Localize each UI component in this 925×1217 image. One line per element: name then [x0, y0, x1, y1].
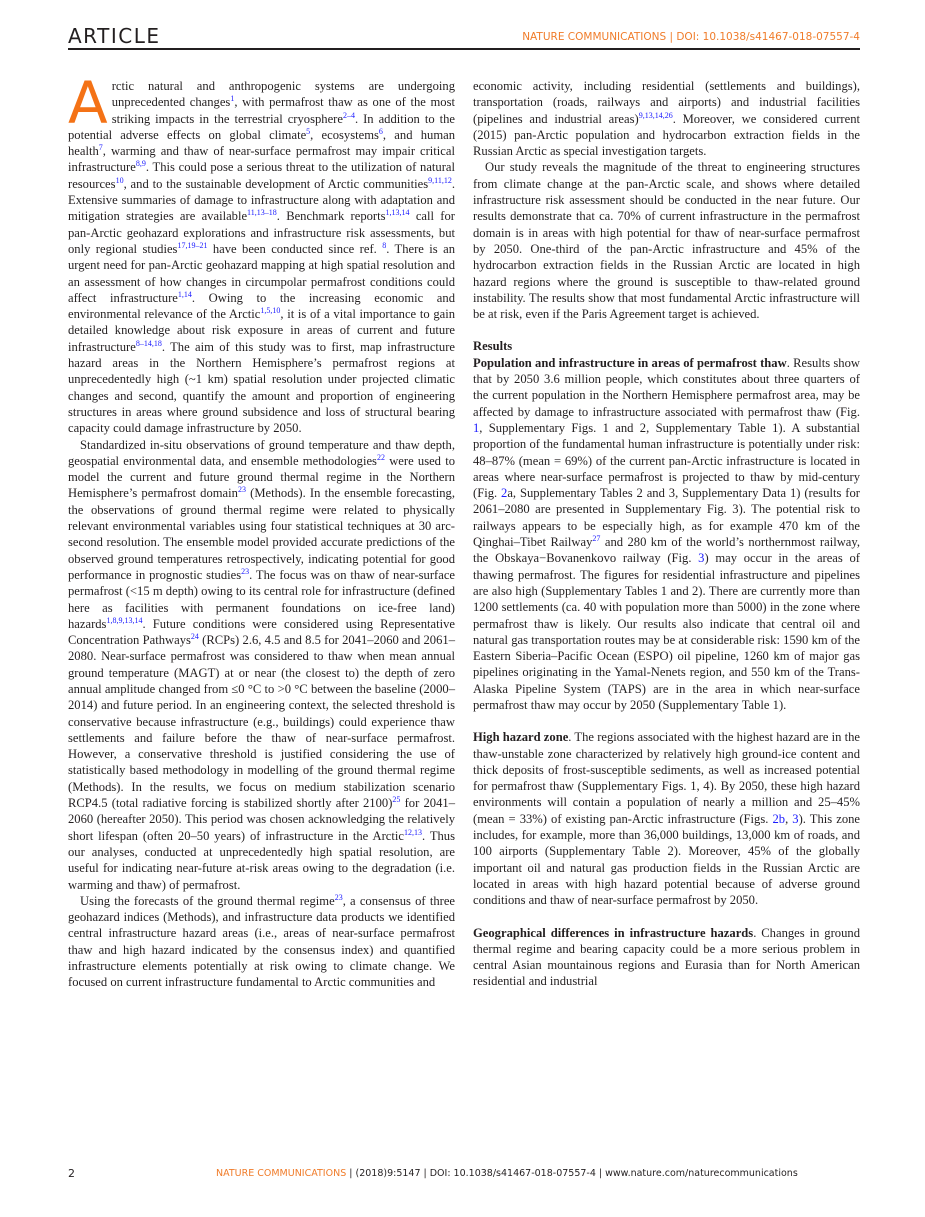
reference-link[interactable]: 1,13,14 [385, 208, 410, 218]
paragraph-text: . The focus was on thaw of near-surface permafrost (<15 m depth) owing to its central role for infrastructure (defined here as facilities with permanent foundations on ice-free land) hazards [68, 567, 455, 631]
reference-link[interactable]: 9,11,12 [428, 175, 452, 185]
article-section-label: ARTICLE [68, 24, 161, 48]
footer-citation [216, 1168, 798, 1179]
paragraph-text: economic activity, including residential (settlements and buildings), transportation (roads, railways and airports) and industrial facilities (pipelines and industrial areas) [473, 79, 860, 126]
paragraph-text: Using the forecasts of the ground thermal regime [80, 893, 335, 908]
header-divider [68, 48, 860, 50]
paragraph-text: (RCPs) 2.6, 4.5 and 8.5 for 2041–2060 and 2061–2080. Near-surface permafrost was considered to thaw when mean annual ground temperature (MAGT) at or near (the closest to) the depth of zero annual amplitude changed from ≤0 °C to >0 °C between the baseline (2000–2014) and future period. In an engineering context, the selected threshold is conservative because infrastructure (e.g., buildings) could experience thaw settlements and failure before the thaw of near-surface permafrost. However, a conservative threshold is justified considering the use of statistically based methodology in modelling of the ground thermal regime (Methods). In the results, we focus on medium stabilization scenario RCP4.5 (total radiative forcing is stabilized shortly after 2100) [68, 633, 455, 811]
paragraph-text: Standardized in-situ observations of ground temperature and thaw depth, geospatial environmental data, and ensemble methodologies [68, 437, 455, 468]
reference-link[interactable]: 8 [382, 240, 387, 250]
paragraph-text: , and human health [68, 127, 455, 159]
reference-link[interactable]: 23 [334, 892, 343, 902]
reference-link[interactable]: 1 [230, 94, 235, 104]
paragraph-text: . The aim of this study was to first, map infrastructure hazard areas in the Northern Hemisphere’s permafrost regions at unprecedentedly high (~1 km) spatial resolution under projected climatic changes and second, quantify the amount and proportion of engineering structures in areas where ground subsidence and loss of structural bearing capacity could damage infrastructure by 2050. [68, 339, 455, 436]
paragraph-text: , and to the sustainable development of Arctic communities [123, 176, 429, 191]
paragraph [473, 729, 860, 908]
paragraph-text: . Extensive summaries of damage to infrastructure along with adaptation and mitigation strategies are available [68, 176, 455, 224]
reference-link[interactable]: 8–14,18 [135, 338, 162, 348]
page-number: 2 [68, 1167, 75, 1180]
paragraph-lead-heading: Population and infrastructure in areas of permafrost thaw [473, 355, 787, 370]
journal-doi-header[interactable]: NATURE COMMUNICATIONS | DOI: 10.1038/s41467-018-07557-4 [522, 31, 860, 43]
paragraph-text: . Changes in ground thermal regime and bearing capacity could be a more serious problem in central Asian mountainous regions and Eurasia than for North American residential and industrial [473, 925, 860, 989]
paragraph [473, 159, 860, 322]
footer-doi[interactable]: | (2018)9:5147 | DOI: 10.1038/s41467-018-07557-4 | www.nature.com/naturecommunications [349, 1168, 798, 1179]
reference-link[interactable]: 11,13–18 [247, 208, 277, 218]
figure-link[interactable]: 3 [792, 811, 799, 826]
reference-link[interactable]: 2–4 [342, 110, 355, 120]
reference-link[interactable]: 9,13,14,26 [638, 110, 673, 120]
reference-link[interactable]: 10 [115, 175, 124, 185]
paragraph-text: , it is of a vital importance to gain detailed knowledge about risk exposure in areas of current and future infrastructure [68, 307, 456, 354]
paragraph-text: . Future conditions were considered using Representative Concentration Pathways [68, 616, 455, 648]
paragraph-text: . Moreover, we considered current (2015) pan-Arctic population and hydrocarbon extraction fields in the Russian Arctic as special investigation targets. [473, 111, 861, 159]
reference-link[interactable]: 22 [376, 452, 385, 462]
paragraph-text: call for pan-Arctic geohazard explorations and infrastructure risk assessments, but only regional studies [68, 209, 455, 256]
reference-link[interactable]: 1,14 [177, 289, 192, 299]
paragraph-lead-heading: High hazard zone [473, 730, 569, 745]
paragraph-lead-heading: Geographical differences in infrastructure hazards [473, 925, 754, 940]
paragraph-text: for 2041–2060 (hereafter 2050). This period was chosen acknowledging the relatively short lifespan (often 20–50 years) of infrastructure in the Arctic [68, 796, 455, 843]
paragraph-text: have been conducted since ref. [207, 241, 383, 256]
paragraph-text: . There is an urgent need for pan-Arctic geohazard mapping at high spatial resolution and an assessment of how changes in circumpolar permafrost conditions could affect infrastructure [68, 241, 455, 305]
paragraph [473, 925, 860, 990]
reference-link[interactable]: 23 [241, 566, 250, 576]
reference-link[interactable]: 24 [190, 632, 199, 642]
paragraph-text: . The regions associated with the highest hazard are in the thaw-unstable zone characterized by relatively high ground-ice content and thick deposits of frost-susceptible sediments, as well as increased potential for permafrost thaw (Supplementary Figs. 1, 4). By 2050, these high hazard environments will contain a population of nearly a million and 25–45% (mean = 33%) of existing pan-Arctic infrastructure (Figs. [473, 730, 861, 826]
reference-link[interactable]: 1,8,9,13,14 [106, 615, 143, 625]
reference-link[interactable]: 12,13 [403, 827, 422, 837]
figure-link[interactable]: 1 [473, 420, 480, 435]
paragraph [68, 437, 455, 893]
paragraph-text: . Benchmark reports [276, 209, 386, 224]
reference-link[interactable]: 27 [592, 534, 601, 544]
paragraph-text: rctic natural and anthropogenic systems are undergoing unprecedented changes [111, 79, 455, 110]
reference-link[interactable]: 23 [237, 485, 246, 495]
footer-journal: NATURE COMMUNICATIONS [216, 1168, 347, 1179]
paragraph-text: . This could pose a serious threat to the utilization of natural resources [68, 160, 455, 191]
paragraph-text: ) may occur in the areas of thawing permafrost. The figures for residential infrastructure and pipelines are also high (Supplementary Tables 1 and 2). There are currently more than 1200 settlements (ca. 40 with population more than 5000) in the zone where permafrost thaw is likely. Our results also indicate that central oil and natural gas transportation routes may be at considerable risk: 1590 km of the Eastern Siberia–Pacific Ocean (ESPO) oil pipeline, 1260 km of major gas pipelines originating in the Yamal-Nenets region, and 550 km of the Trans-Alaska Pipeline System (TAPS) are in the area in which near-surface permafrost thaw may occur by 2050 (Supplementary Table 1). [473, 551, 860, 712]
paragraph-text: . Results show that by 2050 3.6 million people, which constitutes about three quarters of the current population in the Northern Hemisphere permafrost area, may be affected by damage to infrastructure associated with permafrost thaw (Fig. [473, 355, 860, 419]
paragraph-text: a, Supplementary Tables 2 and 3, Supplementary Data 1) (results for 2061–2080 are presented in Supplementary Fig. 3). The potential risk to railways appears to be especially high, as for example 470 km of the Qinghai–Tibet Railway [473, 486, 860, 550]
paragraph-text: , [785, 811, 793, 826]
reference-link[interactable]: 7 [98, 143, 103, 153]
reference-link[interactable]: 8,9 [135, 159, 146, 169]
paragraph-text: , warming and thaw of near-surface permafrost may impair critical infrastructure [68, 144, 455, 175]
drop-cap-letter: A [68, 69, 108, 137]
paragraph-text: . In addition to the potential adverse effects on global climate [68, 111, 455, 142]
left-column [68, 69, 456, 991]
paragraph-text: , Supplementary Figs. 1 and 2, Supplementary Table 1). A substantial proportion of the fundamental human infrastructure is potentially under risk: 48–87% (mean = 69%) of the current pan-Arctic infrastructure is located in areas where near-surface permafrost is projected to thaw by mid-century (Fig. [473, 420, 860, 501]
reference-link[interactable]: 6 [378, 126, 383, 136]
reference-link[interactable]: 25 [392, 795, 401, 805]
paragraph-text: (Methods). In the ensemble forecasting, the observations of ground thermal regime were related to physically relevant environmental variables using four statistical techniques at 30 arc-second resolution. The ensemble model provided accurate predictions of the observed ground temperatures retrospectively, indicating potential for good performance in prognostic studies [68, 486, 455, 582]
paragraph [68, 893, 455, 991]
paragraph-text: and 280 km of the world’s northernmost railway, the Obskaya−Bovanenkovo railway (Fig. [473, 535, 861, 566]
figure-link[interactable]: 2b [772, 811, 786, 826]
paragraph-text: were used to model the current and future ground thermal regime in the Northern Hemisphere’s permafrost domain [68, 453, 456, 501]
paragraph-text: , with permafrost thaw as one of the most striking impacts in the terrestrial cryosphere [111, 95, 455, 126]
paragraph [473, 355, 860, 714]
paragraph [68, 69, 456, 437]
paragraph-text: , ecosystems [310, 127, 379, 142]
figure-link[interactable]: 3 [698, 551, 705, 566]
right-column [473, 78, 860, 990]
paragraph-text: ). This zone includes, for example, more than 36,000 buildings, 13,000 km of roads, and 100 airports (Supplementary Table 2). Moreover, 45% of the globally important oil and natural gas production fields in the Russian Arctic are located in areas with high hazard potential because of adverse ground conditions and thaw of near-surface permafrost by 2050. [473, 811, 861, 908]
paragraph-text: Our study reveals the magnitude of the threat to engineering structures from climate change at the pan-Arctic scale, and shows where detailed infrastructure risk assessment should be conducted in the near future. Our results demonstrate that ca. 70% of current infrastructure in the permafrost domain is in areas with high potential for thaw of near-surface permafrost by 2050. One-third of the pan-Arctic infrastructure and 45% of the hydrocarbon extraction fields in the Russian Arctic are located in high hazard regions where the ground is susceptible to thaw-related ground instability. The results show that most fundamental Arctic infrastructure will be at risk, even if the Paris Agreement target is achieved. [473, 160, 860, 322]
section-heading: Results [473, 339, 513, 354]
reference-link[interactable]: 5 [306, 126, 311, 136]
reference-link[interactable]: 17,19–21 [177, 240, 208, 250]
figure-link[interactable]: 2 [501, 486, 508, 501]
paragraph-text: . Thus our analyses, conducted at unprecedentedly high spatial resolution, are useful for indicating near-future at-risk areas owing to the degradation (i.e. warming and thaw) of permafrost. [68, 828, 456, 892]
paragraph [473, 78, 860, 159]
paragraph-text: , a consensus of three geohazard indices (Methods), and infrastructure data products we identified central infrastructure hazard areas (i.e., areas of near-surface permafrost thaw and high hazard indicated by the consensus index) and quantified infrastructure elements potentially at risk owing to climate change. We focused on current infrastructure fundamental to Arctic communities and [68, 893, 455, 990]
paragraph-text: . Owing to the increasing economic and environmental relevance of the Arctic [68, 290, 455, 322]
reference-link[interactable]: 1,5,10 [260, 306, 281, 316]
